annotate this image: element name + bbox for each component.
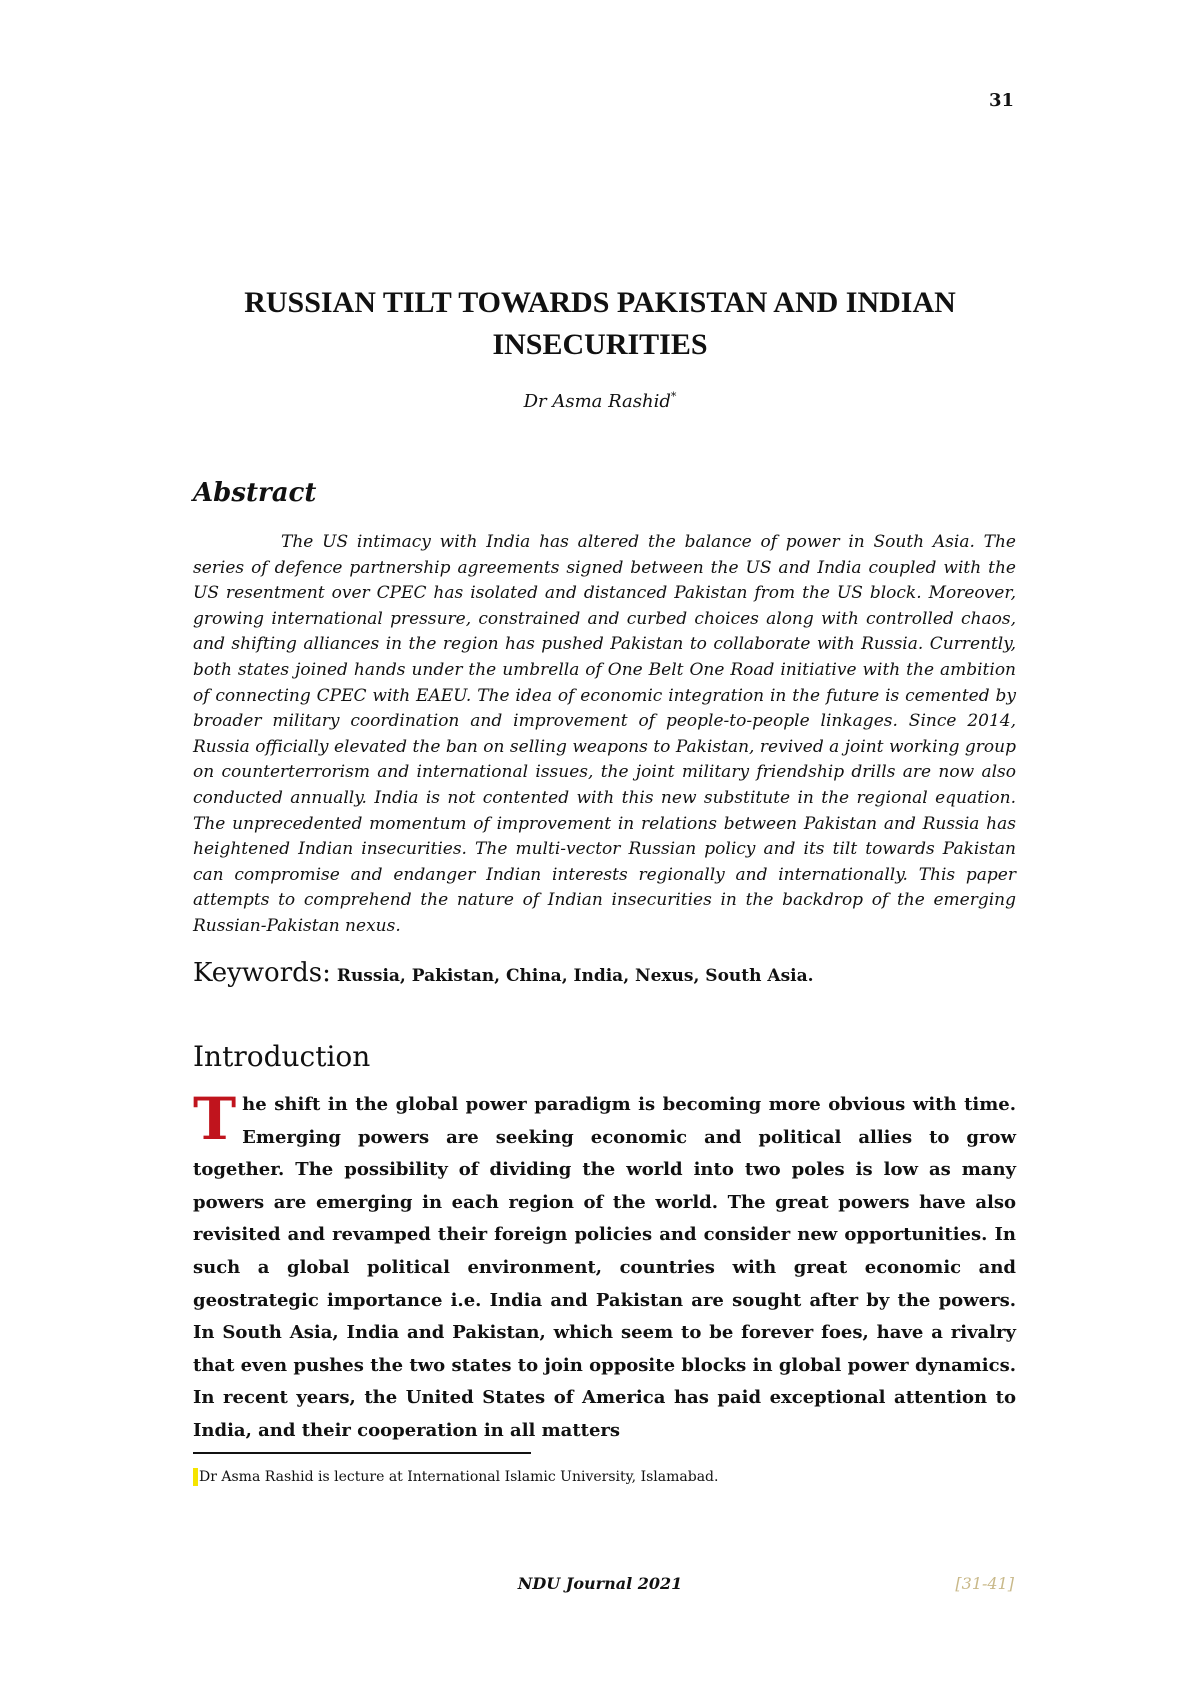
footnote-highlight-marker [193,1468,198,1486]
footnote-text: Dr Asma Rashid is lecture at International Islamic University, Islamabad. [199,1469,719,1485]
keywords-label: Keywords: [193,958,331,988]
introduction-text: he shift in the global power paradigm is becoming more obvious with time. Emerging powers are seeking economic and political allies to grow together. The possibility of dividing the world into two poles is low as many powers are emerging in each region of the world. The great powers have also revisited and revamped their foreign policies and consider new opportunities. In such a global political environment, countries with great economic and geostrategic importance i.e. India and Pakistan are sought after by the powers. In South Asia, India and Pakistan, which seem to be forever foes, have a rivalry that even pushes the two states to join opposite blocks in global power dynamics. In recent years, the United States of America has paid exceptional attention to India, and their cooperation in all matters [193,1094,1016,1441]
drop-cap: T [193,1085,237,1153]
footnote-divider [193,1452,531,1454]
page-number: 31 [988,90,1014,111]
author-line [180,390,1020,412]
keywords-text: Russia, Pakistan, China, India, Nexus, South Asia. [336,966,814,986]
introduction-paragraph [193,1085,1016,1448]
paper-title: RUSSIAN TILT TOWARDS PAKISTAN AND INDIAN INSECURITIES [244,286,956,361]
keywords-line [193,958,1016,988]
abstract-text: The US intimacy with India has altered the balance of power in South Asia. The series of defence partnership agreements signed between the US and India coupled with the US resentment over CPEC has isolated and distanced Pakistan from the US block. Moreover, growing international pressure, constrained and curbed choices along with controlled chaos, and shifting alliances in the region has pushed Pakistan to collaborate with Russia. Currently, both states joined hands under the umbrella of One Belt One Road initiative with the ambition of connecting CPEC with EAEU. The idea of economic integration in the future is cemented by broader military coordination and improvement of people-to-people linkages. Since 2014, Russia officially elevated the ban on selling weapons to Pakistan, revived a joint working group on counterterrorism and international issues, the joint military friendship drills are now also conducted annually. India is not contented with this new substitute in the regional equation. The unprecedented momentum of improvement in relations between Pakistan and Russia has heightened Indian insecurities. The multi-vector Russian policy and its tilt towards Pakistan can compromise and endanger Indian interests regionally and internationally. This paper attempts to comprehend the nature of Indian insecurities in the backdrop of the emerging Russian-Pakistan nexus. [193,532,1016,936]
footer-page-range: [31-41] [955,1574,1014,1593]
abstract-heading: Abstract [193,478,317,508]
author-footnote-mark: * [670,390,677,403]
footer-journal-name: NDU Journal 2021 [517,1574,683,1593]
introduction-heading: Introduction [193,1040,371,1073]
author-name: Dr Asma Rashid [523,391,671,412]
footnote [193,1468,718,1486]
